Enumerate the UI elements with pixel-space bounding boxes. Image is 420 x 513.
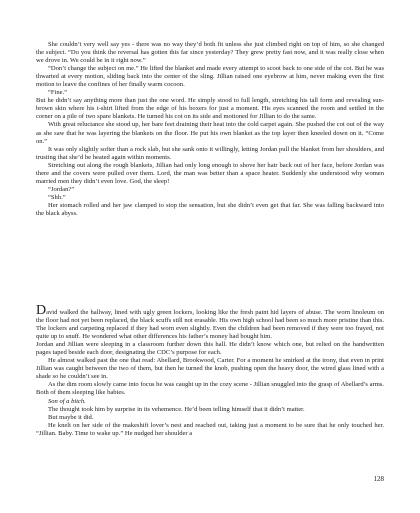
paragraph: [36, 97, 384, 121]
paragraph: [36, 65, 384, 89]
paragraph-text: He knelt on her side of the makeshift lover’s nest and reached out, taking just a moment to be sure that he only touched her. “Jillian. Baby. Time to wake up.” He nudged her shoulder a: [36, 421, 384, 437]
paragraph: [36, 414, 384, 422]
paragraph-text: He almost walked past the one that read: Abellard, Brookwood, Carter. For a moment he smirked at the irony, that even in print Jillian was caught between the two of them, but then he turned the knob, pushing open the heavy door, the wired glass lined with a shade so he couldn’t see in.: [36, 357, 384, 381]
paragraph-text: Stretching out along the rough blankets, Jillian had only long enough to shove her hair back out of her face, before Jordan was there and the covers were pulled over them. Lord, the man was better than a space heater. Suddenly she understood why women married men they didn’t even love. God, the sleep!: [36, 161, 384, 185]
paragraph-text: It was only slightly softer than a rock slab, but she sank onto it willingly, letting Jordan pull the blanket from her shoulders, and trusting that she’d be heated again within moments.: [36, 145, 384, 161]
paragraph: [36, 89, 384, 97]
paragraph: [36, 202, 384, 218]
paragraph-text: avid walked the hallway, lined with ugly green lockers, looking like the fresh paint hid layers of abuse. The worn linoleum on the floor had not yet been replaced, the black scuffs still not erasable. His own high school had been so much more pristine than this. The lockers and carpeting replaced if they had worn even slightly. Even the children had been removed if they were too frayed, not quite up to snuff. He wondered what other differences his father’s money had bought him.: [36, 309, 384, 341]
paragraph-text: Jordan and Jillian were sleeping in a classroom further down this hall. He didn’t know which one, but relied on the handwritten pages taped beside each door, designating the CDC’s purpose for each.: [36, 341, 384, 357]
page-number: 128: [373, 475, 384, 483]
paragraph: [36, 146, 384, 162]
text-section-2: [36, 303, 384, 438]
paragraph-text: She couldn’t very well say yes - there was no way they’d both fit unless she just climbed right on top of him, so she changed the subject. “Do you think the reversal has gotten this far since yesterday? They grew pretty fast now, and it was really close when we drove in. We could be in it right now.”: [36, 41, 384, 65]
paragraph: [36, 121, 384, 145]
paragraph: [36, 422, 384, 438]
paragraph-text: But he didn’t say anything more than just the one word. He simply stood to full length, stretching his tall form and revealing sun-brown skin where his t-shirt lifted from the edge of his boxers for just a moment. His eyes scanned the room and settled in the corner on a pile of two spare blankets. He turned his cot on its side and motioned for Jillian to do the same.: [36, 97, 384, 121]
paragraph: [36, 186, 384, 194]
paragraph-text: Son of a bitch.: [48, 397, 86, 405]
paragraph: [36, 381, 384, 397]
paragraph: [36, 357, 384, 381]
paragraph: [36, 162, 384, 186]
paragraph: [36, 194, 384, 202]
text-section-1: [36, 41, 384, 218]
paragraph: [36, 406, 384, 414]
paragraph: [36, 341, 384, 357]
paragraph-text: As the dim room slowly came into focus he was caught up in the cozy scene - Jillian snuggled into the grasp of Abellard’s arms. Both of them sleeping like babies.: [36, 381, 384, 397]
paragraph-text: With great reluctance she stood up, her bare feet draining their heat into the cold carpet again. She pushed the cot out of the way as she saw that he was layering the blankets on the floor. He put his own blanket as the top layer then kneeled down on it. “Come on.”: [36, 121, 384, 145]
paragraph: [36, 303, 384, 341]
paragraph: [36, 41, 384, 65]
paragraph-text: “Fine.”: [48, 89, 68, 97]
paragraph-text: But maybe it did.: [48, 413, 94, 421]
paragraph-text: “Don’t change the subject on me.” He lifted the blanket and made every attempt to scoot back to one side of the cot. But he was thwarted at every motion, sliding back into the center of the sling. Jillian raised one eyebrow at him, never making even the first motion to leave the confines of her finally warm cocoon.: [36, 65, 384, 89]
drop-cap: D: [36, 303, 47, 318]
paragraph-text: Her stomach rolled and her jaw clamped to stop the sensation, but she didn’t even get that far. She was falling backward into the black abyss.: [36, 201, 384, 217]
paragraph-text: The thought took him by surprise in its vehemence. He’d been telling himself that it didn’t matter.: [48, 405, 305, 413]
paragraph-text: “Shh.”: [48, 193, 66, 201]
paragraph-text: “Jordan?”: [48, 185, 75, 193]
paragraph: [36, 398, 384, 406]
